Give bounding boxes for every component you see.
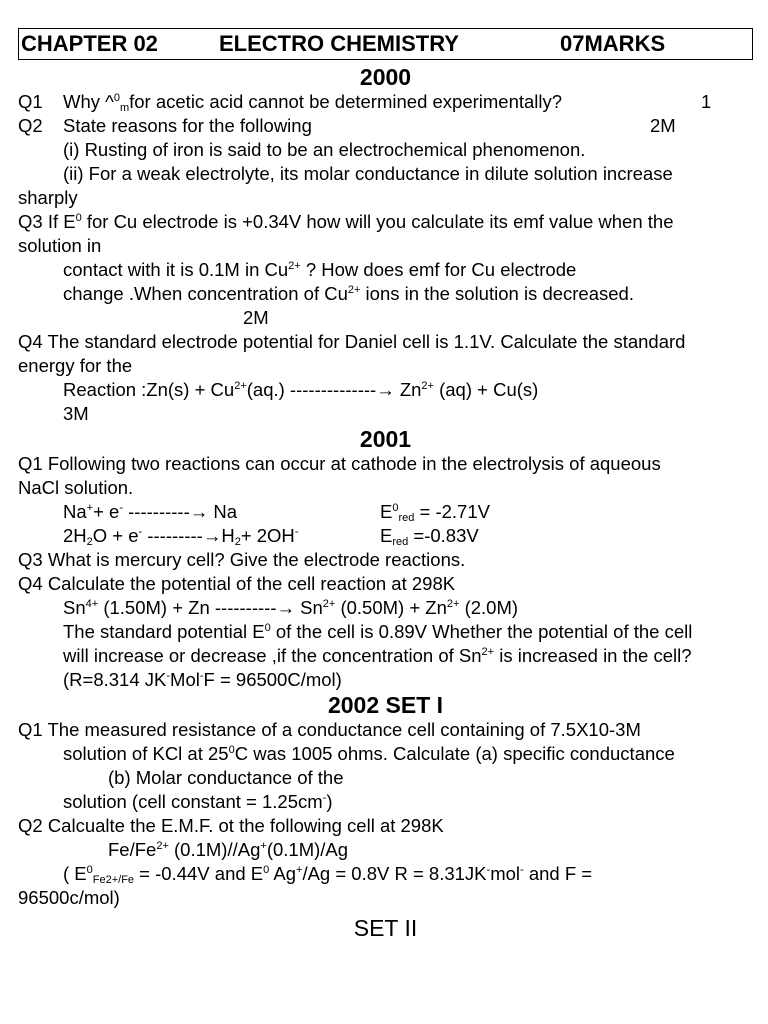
question-2001-q4: Q4 Calculate the potential of the cell reaction at 298K — [18, 573, 456, 594]
reaction-sodium: Na++ e- ----------→ Na $E^0_{red} = -2.71V$ — [63, 501, 490, 524]
question-2000-q2: Q2 State reasons for the following 2M — [18, 115, 676, 136]
arrow-icon: → — [376, 379, 395, 400]
chapter-title: ELECTRO CHEMISTRY — [219, 31, 459, 56]
arrow-icon: → — [276, 597, 295, 618]
marks-label: 3M — [63, 403, 89, 424]
reaction-tin-zinc: $Sn^{4+}$ (1.50M) + Zn ----------→ $Sn^{2+}$ $(0.50M) + Zn^{2+}$ (2.0M) — [63, 597, 519, 618]
question-2000-q3-cont: solution in — [18, 235, 102, 256]
chapter-marks: 07MARKS — [560, 31, 666, 56]
marks-label: 1 — [701, 91, 712, 112]
question-2002-q1-line4: solution (cell constant = 1.25cm-) — [63, 791, 333, 812]
question-2000-q2-i: (i) Rusting of iron is said to be an electrochemical phenomenon. — [63, 139, 586, 160]
question-2002-q1-line3: (b) Molar conductance of the — [108, 767, 344, 788]
marks-label: 2M — [243, 307, 269, 328]
year-heading-2000: 2000 — [359, 64, 412, 90]
year-heading-2002: 2002 SET I — [327, 692, 444, 718]
potential-sodium: $E^0_{red} = -2.71V$ — [380, 501, 490, 524]
question-2000-q4: Q4 The standard electrode potential for Daniel cell is 1.1V. Calculate the standard — [18, 331, 686, 352]
question-2000-q4-cont: energy for the — [18, 355, 133, 376]
question-2001-q4-line3: will increase or decrease ,if the concentration of $Sn^{2+}$ is increased in the cell? — [63, 645, 692, 666]
question-2001-q4-line2: The standard potential $E^0$ of the cell is 0.89V Whether the potential of the cell — [63, 621, 693, 642]
chapter-header — [18, 28, 753, 60]
question-2000-q3-line3: change .When concentration of $Cu^{2+}$ ions in the solution is decreased. — [63, 283, 634, 304]
marks-label: 2M — [650, 115, 676, 136]
reaction-daniel-cell: Reaction :Zn(s) + $Cu^{2+}(aq.)$ --------------→ $Zn^{2+}$ (aq) + Cu(s) — [63, 379, 539, 400]
question-2001-q1-cont: NaCl solution. — [18, 477, 134, 498]
question-2002-q2-cont: 96500c/mol) — [18, 887, 120, 908]
question-2002-q1: Q1 The measured resistance of a conductance cell containing of 7.5X10-3M — [18, 719, 641, 740]
cell-notation: $Fe/Fe^{2+}$ (0.1M)//Ag+(0.1M)/Ag — [108, 839, 349, 860]
question-2001-q1: Q1 Following two reactions can occur at cathode in the electrolysis of aqueous — [18, 453, 661, 474]
potential-water: $E_{red} =-0.83V$ — [380, 525, 479, 548]
question-2001-q3: Q3 What is mercury cell? Give the electrode reactions. — [18, 549, 466, 570]
question-2000-q2-ii-cont: sharply — [18, 187, 78, 208]
arrow-icon: → — [202, 525, 222, 546]
question-2001-q4-line4: (R=8.314 JK-Mol-F = 96500C/mol) — [63, 669, 342, 690]
arrow-icon: → — [189, 501, 209, 522]
document-page — [18, 28, 753, 942]
question-2000-q3: Q3 If $E^0$ for Cu electrode is +0.34V how will you calculate its emf value when the — [18, 211, 674, 232]
question-2000-q2-ii: (ii) For a weak electrolyte, its molar conductance in dilute solution increase — [63, 163, 673, 184]
question-2002-q1-line2: solution of KCl at $25^0C$ was 1005 ohms. Calculate (a) specific conductance — [63, 743, 675, 764]
question-2002-q2-data: ( $E^0_{Fe2+/Fe} = -0.44V$ and $E^0$ Ag+/Ag = 0.8V R = 8.31JK-mol- and F = — [63, 863, 593, 886]
chapter-number: CHAPTER 02 — [21, 31, 158, 56]
reaction-water: $2H_2O + e^-$ $---------\to H_2+ 2OH^-$ $E_{red} =-0.83V$ — [63, 525, 479, 548]
question-2002-q2: Q2 Calcualte the E.M.F. ot the following cell at 298K — [18, 815, 444, 836]
set-ii-heading: SET II — [353, 915, 418, 941]
question-2000-q1: Q1 Why ^$^0_m$for acetic acid cannot be determined experimentally? 1 — [18, 91, 712, 114]
question-2000-q3-line2: contact with it is 0.1M in $Cu^{2+}$ ? How does emf for Cu electrode — [63, 259, 577, 280]
year-heading-2001: 2001 — [359, 426, 412, 452]
